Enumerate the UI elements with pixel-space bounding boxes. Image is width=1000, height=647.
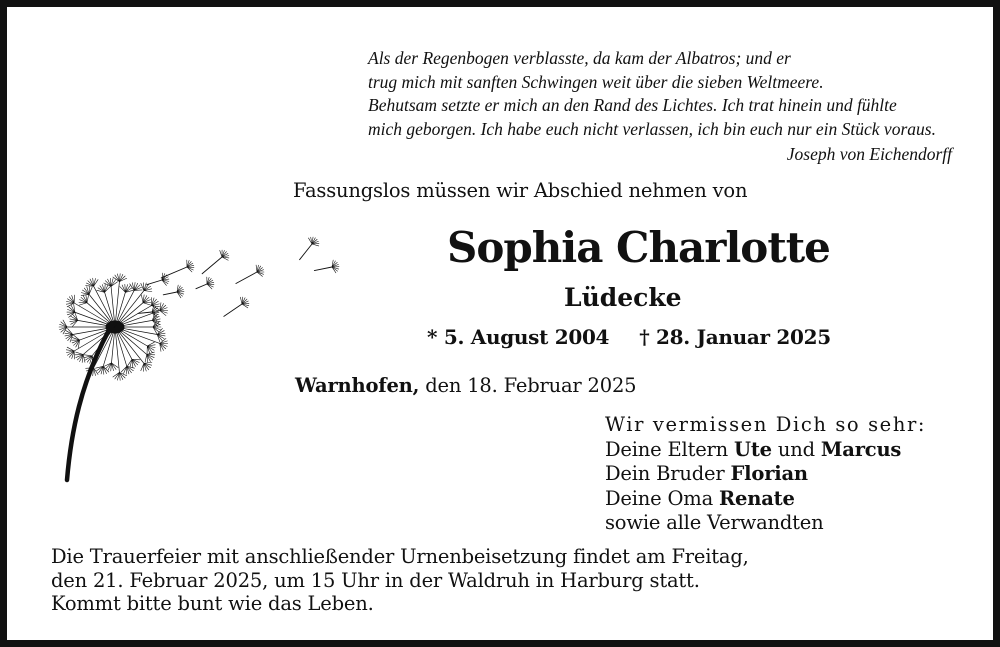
family-grandma bbox=[605, 487, 926, 512]
mother-name: Ute bbox=[734, 437, 772, 461]
grandma-name: Renate bbox=[719, 486, 795, 510]
service-line: den 21. Februar 2025, um 15 Uhr in der Waldruh in Harburg statt. bbox=[51, 568, 700, 592]
service-line: Die Trauerfeier mit anschließender Urnenbeisetzung findet am Freitag, bbox=[51, 545, 749, 568]
notice-date: den 18. Februar 2025 bbox=[425, 374, 637, 397]
brother-prefix: Dein Bruder bbox=[605, 462, 725, 485]
intro-text: Fassungslos müssen wir Abschied nehmen von bbox=[293, 179, 748, 202]
family-relatives: sowie alle Verwandten bbox=[605, 511, 824, 534]
place: Warnhofen, bbox=[295, 374, 420, 397]
service-info bbox=[51, 545, 749, 616]
poem bbox=[368, 47, 936, 141]
grandma-prefix: Deine Oma bbox=[605, 486, 714, 510]
family-signatures bbox=[605, 413, 926, 536]
poem-line: Als der Regenbogen verblasste, da kam der Albatros; und er bbox=[368, 48, 791, 68]
father-name: Marcus bbox=[820, 437, 902, 461]
life-dates bbox=[427, 325, 831, 349]
and-text: und bbox=[777, 437, 815, 461]
death-date: † 28. Januar 2025 bbox=[639, 325, 831, 349]
poem-author: Joseph von Eichendorff bbox=[786, 144, 952, 164]
poem-line: trug mich mit sanften Schwingen weit über die sieben Weltmeere. bbox=[368, 71, 824, 92]
parents-prefix: Deine Eltern bbox=[605, 437, 729, 461]
poem-line: mich geborgen. Ich habe euch nicht verlassen, ich bin euch nur ein Stück voraus. bbox=[368, 118, 936, 139]
birth-date: * 5. August 2004 bbox=[427, 325, 610, 349]
deceased-surname: Lüdecke bbox=[564, 283, 682, 312]
poem-line: Behutsam setzte er mich an den Rand des Lichtes. Ich trat hinein und fühlte bbox=[368, 95, 897, 115]
family-heading: Wir vermissen Dich so sehr: bbox=[605, 413, 927, 436]
family-parents bbox=[605, 438, 926, 463]
family-brother bbox=[605, 462, 926, 487]
service-line: Kommt bitte bunt wie das Leben. bbox=[51, 592, 374, 615]
dandelion-icon bbox=[57, 232, 357, 487]
brother-name: Florian bbox=[730, 462, 808, 485]
deceased-first-names: Sophia Charlotte bbox=[447, 223, 830, 272]
